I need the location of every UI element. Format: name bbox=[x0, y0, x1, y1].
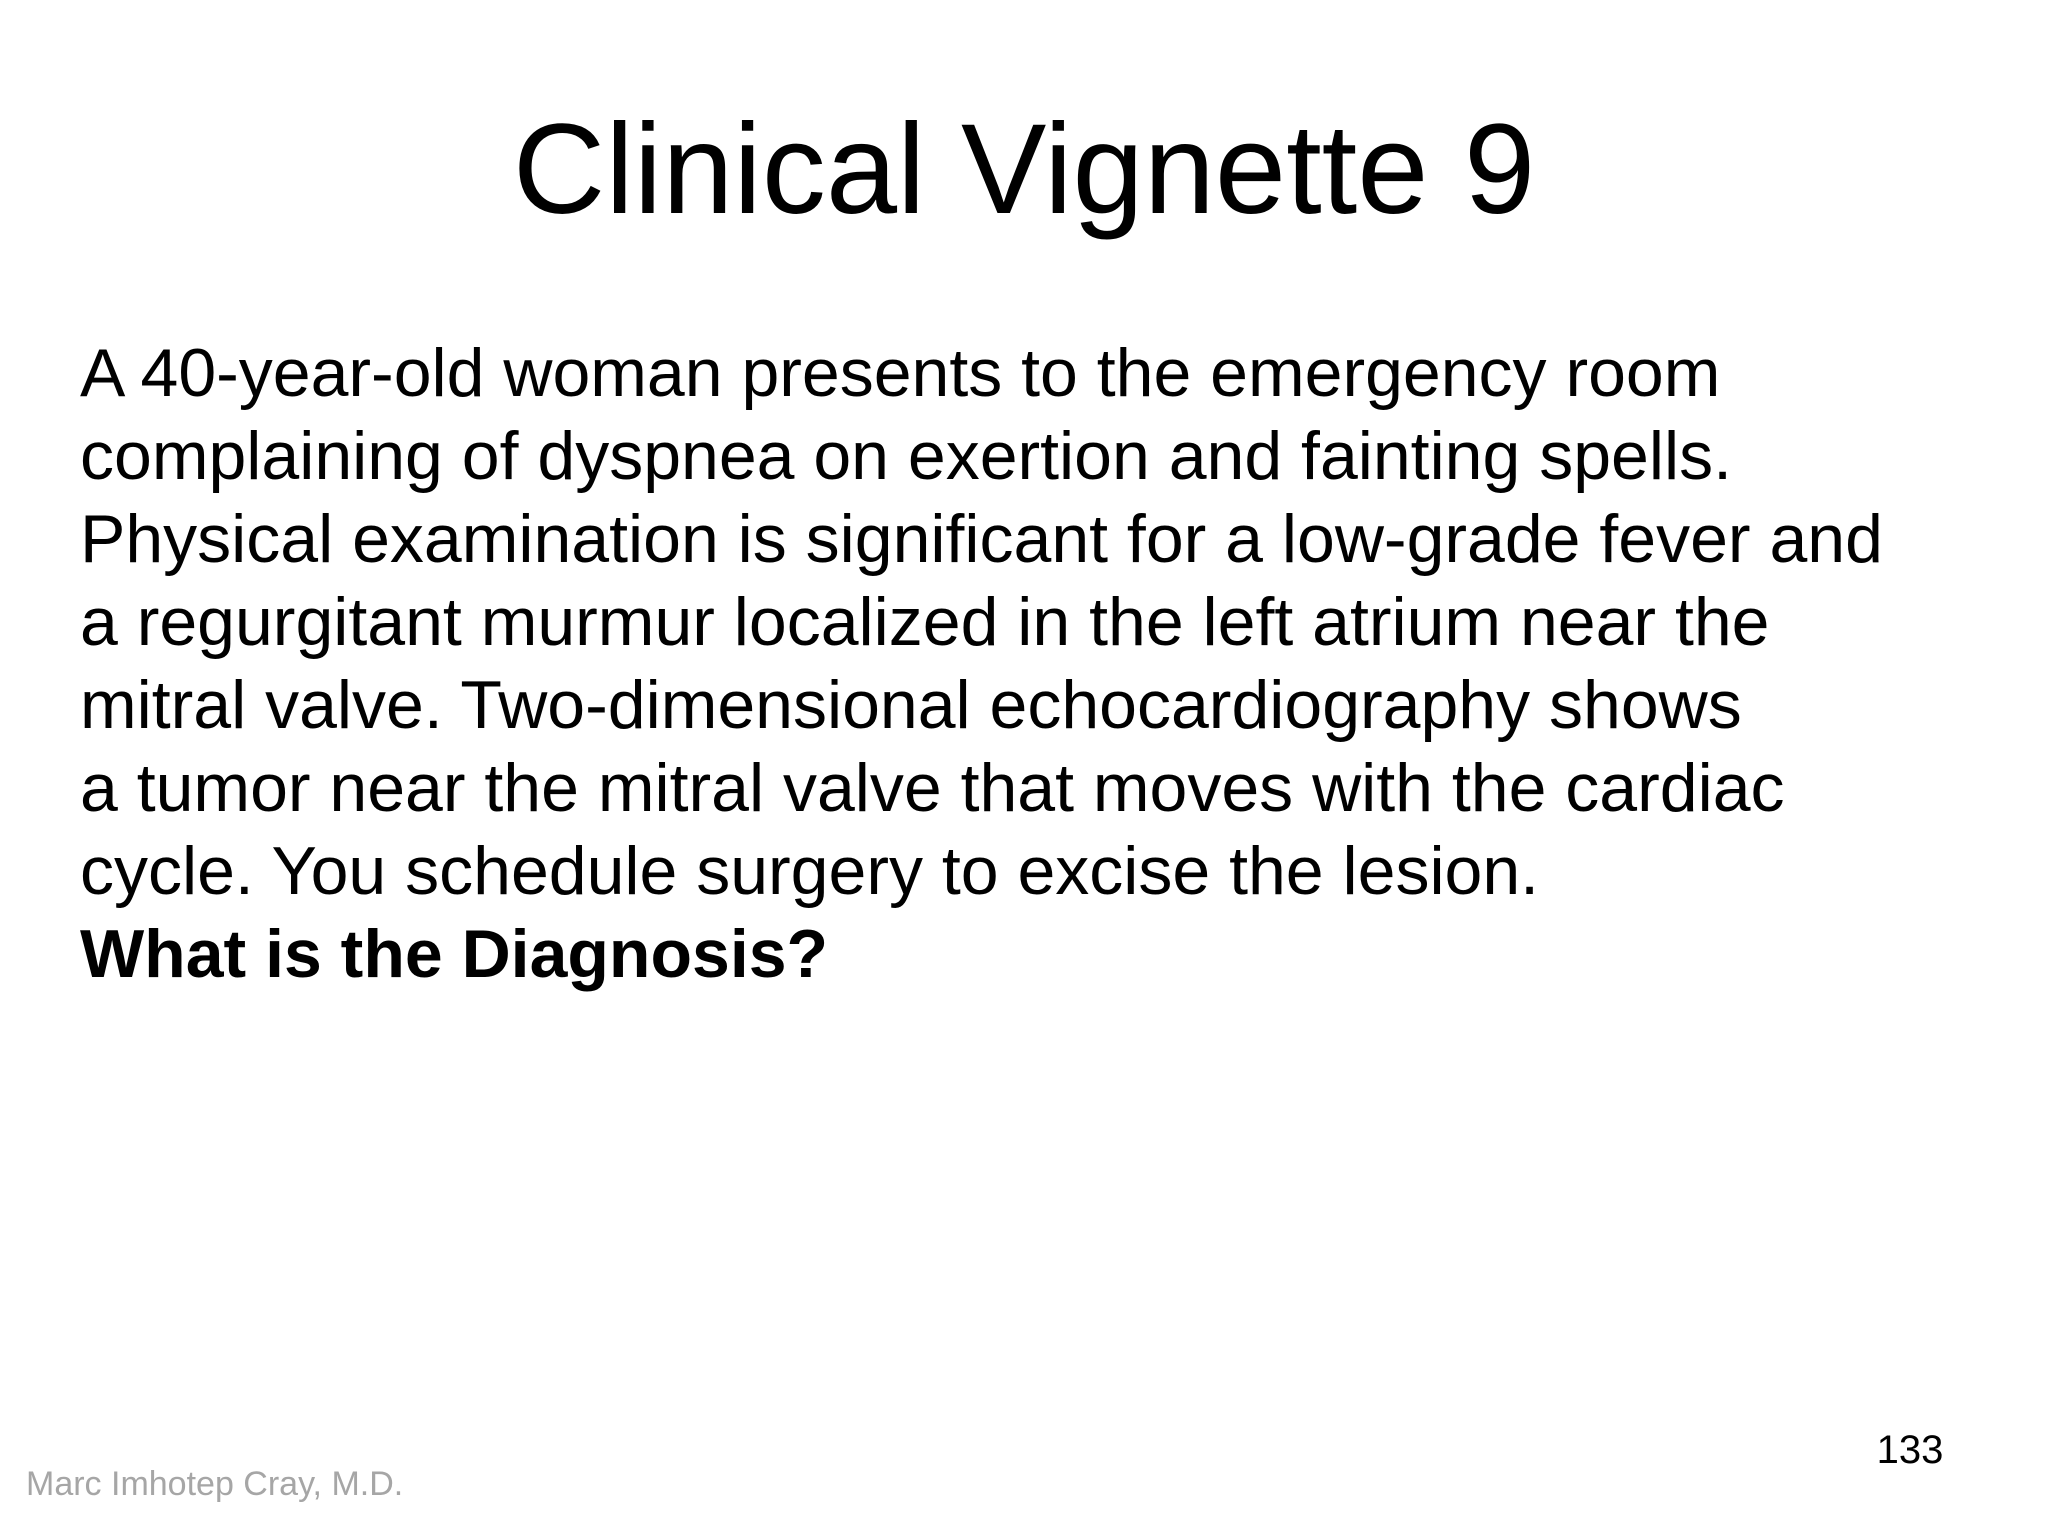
vignette-line: a regurgitant murmur localized in the left atrium near the bbox=[80, 584, 1770, 660]
author-credit: Marc Imhotep Cray, M.D. bbox=[26, 1465, 404, 1503]
vignette-text bbox=[80, 332, 1980, 996]
vignette-line: a tumor near the mitral valve that moves with the cardiac bbox=[80, 750, 1785, 826]
page-number: 133 bbox=[1876, 1428, 1944, 1472]
vignette-line: complaining of dyspnea on exertion and fainting spells. bbox=[80, 418, 1732, 494]
vignette-line: A 40-year-old woman presents to the emergency room bbox=[80, 335, 1721, 411]
slide-title: Clinical Vignette 9 bbox=[512, 98, 1536, 241]
diagnosis-question: What is the Diagnosis? bbox=[80, 916, 829, 992]
vignette-line: cycle. You schedule surgery to excise the lesion. bbox=[80, 833, 1540, 909]
vignette-line: Physical examination is significant for a low-grade fever and bbox=[80, 501, 1883, 577]
vignette-line: mitral valve. Two-dimensional echocardiography shows bbox=[80, 667, 1742, 743]
